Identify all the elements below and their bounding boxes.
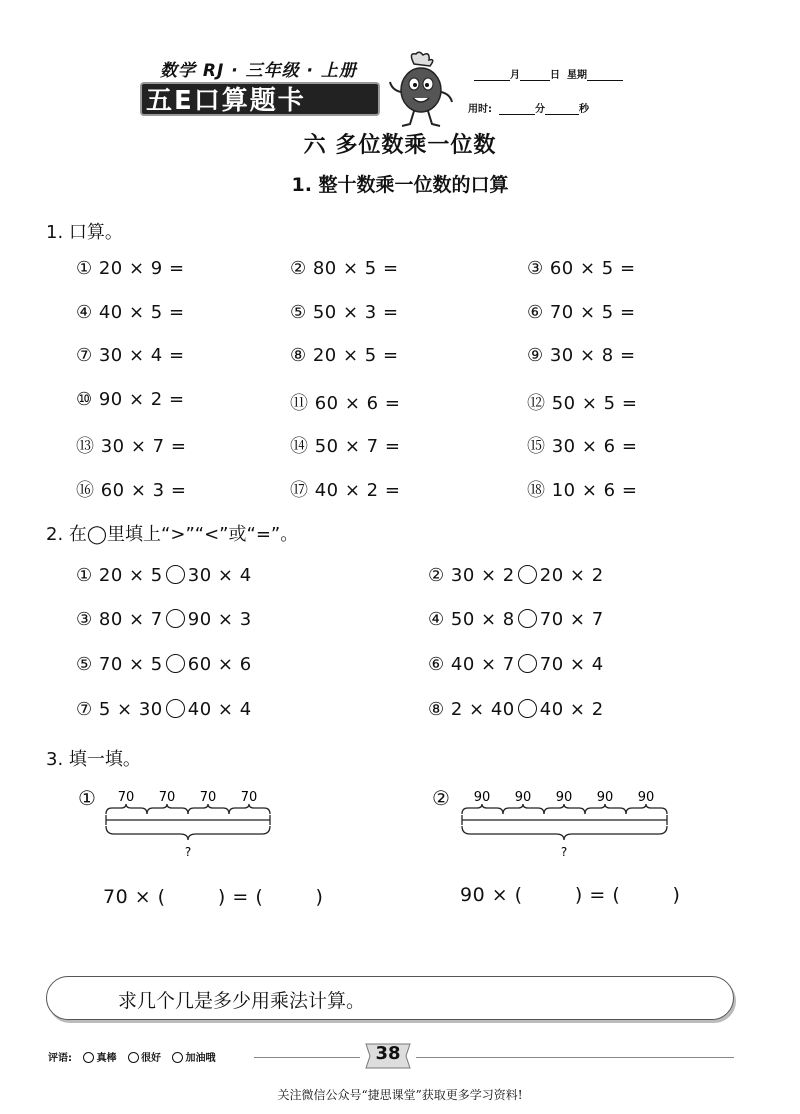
- s2-problem-4: ④ 50 × 8 70 × 7: [428, 609, 604, 630]
- encourage-face-icon[interactable]: [172, 1052, 183, 1063]
- s1-problem-10: ⑩ 90 × 2 =: [76, 389, 185, 410]
- s2-problem-2: ② 30 × 2 20 × 2: [428, 565, 604, 586]
- mascot-icon: [386, 50, 456, 130]
- s2-problem-7: ⑦ 5 × 30 40 × 4: [76, 699, 252, 720]
- s1-problem-5: ⑤ 50 × 3 =: [290, 302, 399, 323]
- compare-circle[interactable]: [166, 565, 185, 584]
- footer-divider-right: [416, 1057, 734, 1058]
- segment-label: 90: [637, 790, 655, 805]
- time-line: 用时: 分 秒: [468, 104, 589, 115]
- minute-blank[interactable]: [499, 114, 535, 115]
- good-face-icon[interactable]: [128, 1052, 139, 1063]
- evaluation-label: 评语:: [48, 1053, 72, 1064]
- s1-problem-18: ⑱ 10 × 6 =: [527, 480, 638, 501]
- s1-problem-6: ⑥ 70 × 5 =: [527, 302, 636, 323]
- excellent-face-icon[interactable]: [83, 1052, 94, 1063]
- s1-problem-9: ⑨ 30 × 8 =: [527, 345, 636, 366]
- chapter-title: 六 多位数乘一位数: [303, 133, 497, 158]
- subject-label: 数学 RJ · 三年级 · 上册: [160, 61, 357, 81]
- evaluation-row: 评语: 真棒 很好 加油哦: [48, 1053, 216, 1064]
- s1-problem-16: ⑯ 60 × 3 =: [76, 480, 187, 501]
- compare-circle[interactable]: [518, 565, 537, 584]
- tip-text: 求几个几是多少用乘法计算。: [118, 990, 366, 1012]
- segment-label: 90: [555, 790, 573, 805]
- weekday-blank[interactable]: [587, 80, 623, 81]
- compare-circle[interactable]: [518, 609, 537, 628]
- s2-problem-5: ⑤ 70 × 5 60 × 6: [76, 654, 252, 675]
- month-blank[interactable]: [474, 80, 510, 81]
- s2-problem-1: ① 20 × 5 30 × 4: [76, 565, 252, 586]
- s2-problem-6: ⑥ 40 × 7 70 × 4: [428, 654, 604, 675]
- diagram2-bar-model: [456, 784, 676, 864]
- compare-circle[interactable]: [518, 654, 537, 673]
- diagram2-number: ②: [432, 786, 451, 810]
- segment-label: 70: [158, 790, 176, 805]
- segment-label: 70: [240, 790, 258, 805]
- date-line: 月 日 星期: [474, 66, 623, 81]
- s1-problem-15: ⑮ 30 × 6 =: [527, 436, 638, 457]
- s1-problem-12: ⑫ 50 × 5 =: [527, 393, 638, 414]
- s1-problem-13: ⑬ 30 × 7 =: [76, 436, 187, 457]
- second-blank[interactable]: [545, 114, 579, 115]
- segment-label: 90: [514, 790, 532, 805]
- segment-label: 70: [117, 790, 135, 805]
- s1-problem-1: ① 20 × 9 =: [76, 258, 185, 279]
- compare-circle[interactable]: [166, 609, 185, 628]
- s1-problem-4: ④ 40 × 5 =: [76, 302, 185, 323]
- s1-problem-7: ⑦ 30 × 4 =: [76, 345, 185, 366]
- compare-circle[interactable]: [166, 654, 185, 673]
- diagram2-equation[interactable]: 90 × ( ) = ( ): [460, 884, 681, 906]
- section3-heading: 3. 填一填。: [46, 749, 141, 770]
- s1-problem-8: ⑧ 20 × 5 =: [290, 345, 399, 366]
- total-question: ?: [184, 845, 192, 859]
- segment-label: 90: [473, 790, 491, 805]
- footer-note: 关注微信公众号“捷思课堂”获取更多学习资料!: [277, 1088, 523, 1102]
- s2-problem-8: ⑧ 2 × 40 40 × 2: [428, 699, 604, 720]
- s1-problem-14: ⑭ 50 × 7 =: [290, 436, 401, 457]
- total-question: ?: [560, 845, 568, 859]
- s2-problem-3: ③ 80 × 7 90 × 3: [76, 609, 252, 630]
- compare-circle[interactable]: [518, 699, 537, 718]
- s1-problem-11: ⑪ 60 × 6 =: [290, 393, 401, 414]
- diagram1-equation[interactable]: 70 × ( ) = ( ): [103, 886, 324, 908]
- s1-problem-3: ③ 60 × 5 =: [527, 258, 636, 279]
- section2-heading: 2. 在◯里填上“>”“<”或“=”。: [46, 524, 299, 545]
- s1-problem-17: ⑰ 40 × 2 =: [290, 480, 401, 501]
- segment-label: 70: [199, 790, 217, 805]
- page-number: 38: [375, 1043, 401, 1064]
- segment-label: 90: [596, 790, 614, 805]
- diagram1-bar-model: [100, 784, 280, 864]
- section1-heading: 1. 口算。: [46, 222, 123, 243]
- day-blank[interactable]: [520, 80, 550, 81]
- diagram1-number: ①: [78, 786, 97, 810]
- s1-problem-2: ② 80 × 5 =: [290, 258, 399, 279]
- compare-circle[interactable]: [166, 699, 185, 718]
- lesson-title: 1. 整十数乘一位数的口算: [291, 174, 509, 196]
- card-title: 五E口算题卡: [140, 82, 380, 116]
- footer-divider-left: [254, 1057, 360, 1058]
